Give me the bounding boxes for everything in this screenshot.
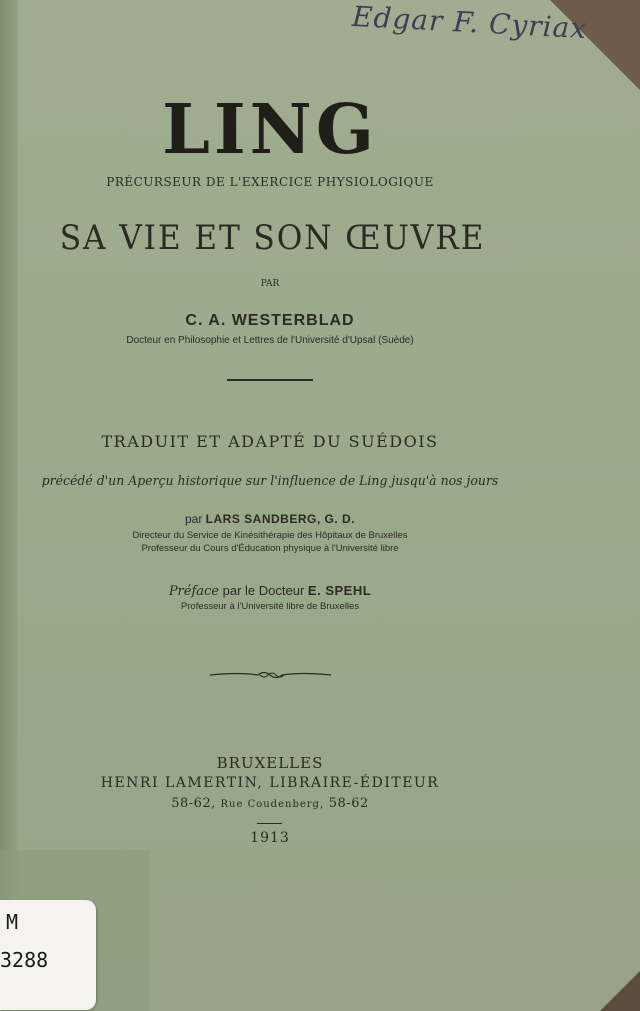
address-number-end: 58-62 [328,796,369,811]
address-street: Rue Coudenberg, [220,799,325,810]
publisher-name: HENRI LAMERTIN, LIBRAIRE-ÉDITEUR [100,775,440,791]
handwritten-signature [351,0,588,54]
translator-desc-line2: Professeur du Cours d'Éducation physique à l'Université libre [141,543,399,554]
author-name: C. A. WESTERBLAD [185,312,355,329]
year-divider [257,823,282,824]
by-label: PAR [260,279,280,289]
book-subtitle-line2: SA VIE ET SON ŒUVRE [59,218,486,258]
ornament-divider [208,668,333,682]
translator-prefix: par [184,512,203,526]
book-title: LING [162,90,378,170]
publisher-address [0,796,540,811]
book-subtitle-line1: PRÉCURSEUR DE L'EXERCICE PHYSIOLOGIQUE [106,175,434,189]
preface-author: E. SPEHL [307,583,372,598]
preface-prefix: par le Docteur [222,583,305,598]
address-number-start: 58-62, [171,796,216,811]
publisher-city: BRUXELLES [216,754,324,772]
publication-year: 1913 [250,830,290,846]
translator-description [0,529,540,555]
historical-overview-note: précédé d'un Aperçu historique sur l'influence de Ling jusqu'à nos jours [41,474,499,489]
preface-label: Préface [168,584,220,599]
author-description: Docteur en Philosophie et Lettres de l'Université d'Upsal (Suède) [126,335,414,346]
divider-rule [227,379,313,381]
signature-text: Edgar F. Cyriax [351,0,588,46]
translator-desc-line1: Directeur du Service de Kinésithérapie des Hôpitaux de Bruxelles [132,530,408,541]
corner-tab-bottom-right [600,971,640,1011]
call-number-line2: 3288 [0,948,49,972]
call-number-line1: M [6,910,19,934]
translator-name: LARS SANDBERG, G. D. [205,512,356,526]
library-call-number-tag [0,900,96,1010]
preface-line [0,583,540,599]
preface-author-description: Professeur à l'Université libre de Bruxelles [180,601,360,612]
translated-note: TRADUIT ET ADAPTÉ DU SUÉDOIS [101,432,439,451]
translator-line [0,512,540,526]
